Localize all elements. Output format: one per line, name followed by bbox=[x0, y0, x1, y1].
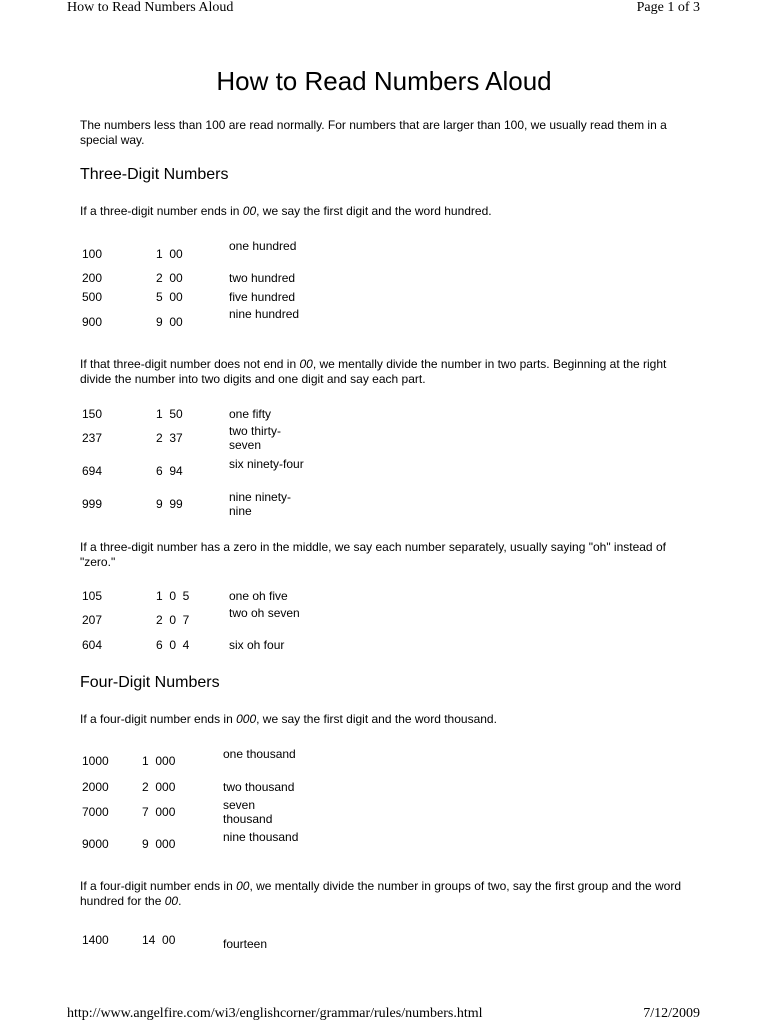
paragraph-ends-in-00: If a three-digit number ends in 00, we say the first digit and the word hundred. bbox=[80, 204, 492, 218]
document-title: How to Read Numbers Aloud bbox=[216, 66, 552, 96]
section-heading-four-digit: Four-Digit Numbers bbox=[80, 674, 220, 691]
source-url: http://www.angelfire.com/wi3/englishcorner/grammar/rules/numbers.html bbox=[67, 1006, 483, 1021]
paragraph-zero-in-middle: If a three-digit number has a zero in the middle, we say each number separately, usually saying "oh" instead of "zero." bbox=[80, 540, 666, 569]
print-date: 7/12/2009 bbox=[643, 1006, 700, 1021]
intro-paragraph: The numbers less than 100 are read normally. For numbers that are larger than 100, we usually read them in a special way. bbox=[80, 118, 667, 147]
header-title: How to Read Numbers Aloud bbox=[67, 0, 234, 15]
section-heading-three-digit: Three-Digit Numbers bbox=[80, 166, 229, 183]
page-footer bbox=[67, 1006, 700, 1026]
paragraph-groups-of-two: If a four-digit number ends in 00, we mentally divide the number in groups of two, say the first group and the word hundred for the 00. bbox=[80, 879, 682, 908]
page-number: Page 1 of 3 bbox=[636, 0, 700, 15]
page-header bbox=[67, 0, 700, 20]
paragraph-ends-in-000: If a four-digit number ends in 000, we say the first digit and the word thousand. bbox=[80, 712, 497, 726]
paragraph-not-ending-in-00: If that three-digit number does not end in 00, we mentally divide the number in two parts. Beginning at the right divide the number into two digits and one digit and say each part. bbox=[80, 357, 667, 386]
